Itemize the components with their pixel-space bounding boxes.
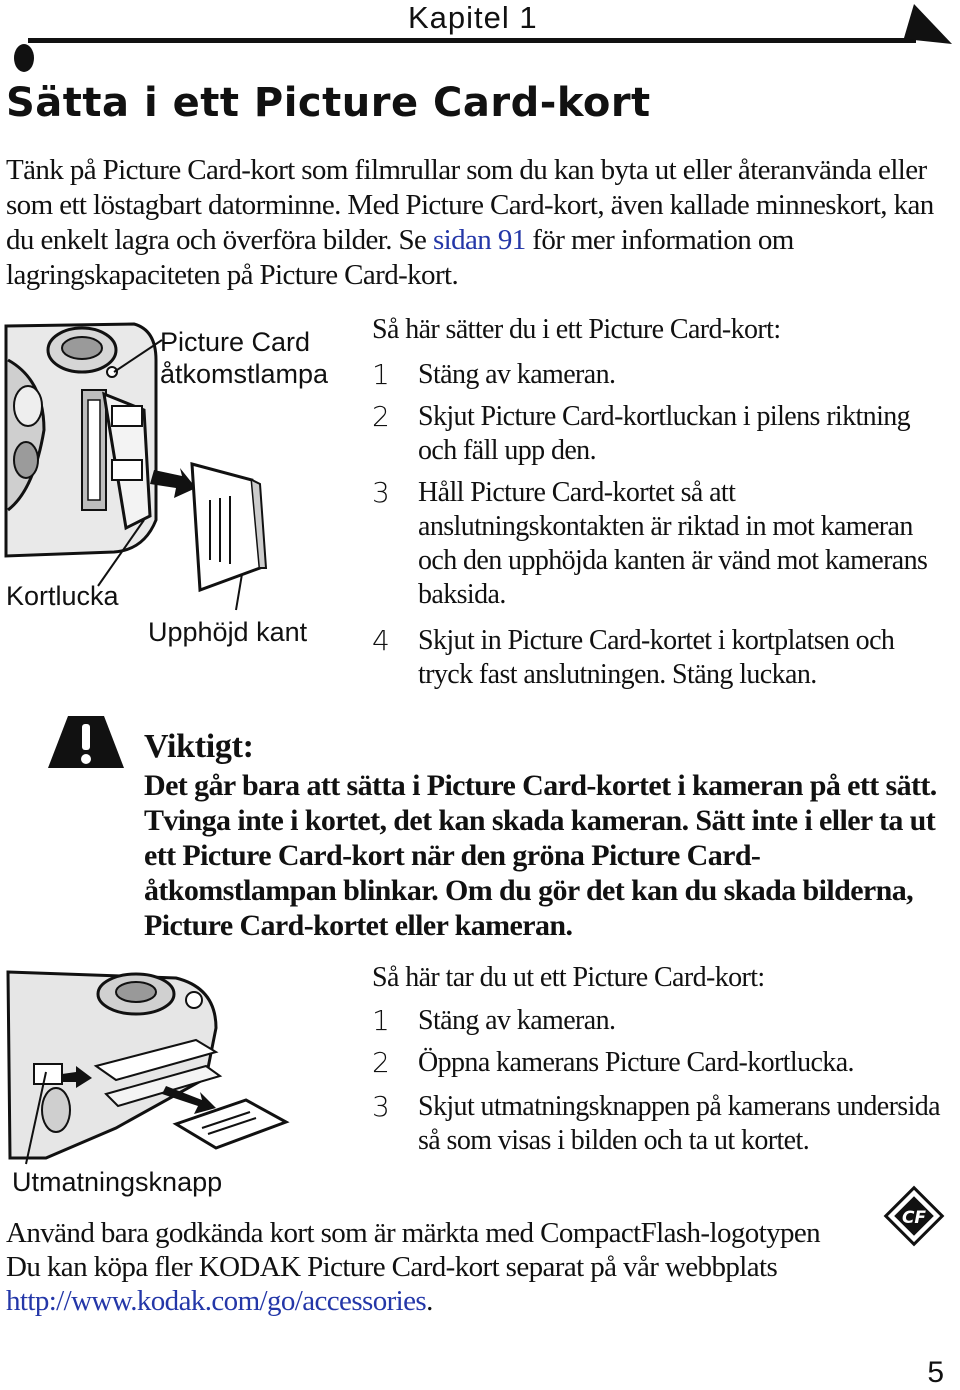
label-access-lamp-2: åtkomstlampa <box>160 359 329 389</box>
footer-link-suffix: . <box>426 1285 433 1317</box>
accessories-link[interactable]: http://www.kodak.com/go/accessories <box>6 1285 427 1317</box>
page-number: 5 <box>927 1356 944 1389</box>
insert-step-4 <box>372 624 942 692</box>
label-access-lamp-1: Picture Card <box>160 327 311 357</box>
footer-line-1: Använd bara godkända kort som är märkta med CompactFlash-logotypen <box>6 1217 821 1249</box>
remove-step-1 <box>372 1004 942 1038</box>
step-number: 1 <box>372 358 390 391</box>
step-text: Öppna kamerans Picture Card-kortlucka. <box>418 1047 854 1078</box>
intro-page-link[interactable]: sidan 91 <box>432 224 526 256</box>
insert-steps-heading: Så här sätter du i ett Picture Card-kort: <box>372 314 781 345</box>
intro-text-2: för mer information om lagringskapaciteten på Picture Card-kort. <box>6 224 794 291</box>
important-body: Det går bara att sätta i Picture Card-kortet i kameran på ett sätt. Tvinga inte i kortet, det kan skada kameran. Sätt inte i eller ta ut ett Picture Card-kort när den gröna Picture Card-åtkomstlampan blinkar. Om du gör det kan du skada bilderna, Picture Card-kortet eller kameran. <box>144 769 937 942</box>
footer-line-2: Du kan köpa fler KODAK Picture Card-kort separat på vår webbplats <box>6 1251 778 1283</box>
step-number: 3 <box>372 476 390 509</box>
warning-icon <box>46 712 126 772</box>
remove-step-2 <box>372 1046 942 1080</box>
remove-steps-heading: Så här tar du ut ett Picture Card-kort: <box>372 962 765 993</box>
insert-step-1 <box>372 358 942 392</box>
step-number: 2 <box>372 1046 390 1079</box>
compactflash-logo-icon <box>882 1184 946 1248</box>
camera-eject-illustration <box>6 968 366 1168</box>
step-number: 4 <box>372 624 390 657</box>
remove-step-3 <box>372 1090 942 1158</box>
insert-step-2 <box>372 400 942 468</box>
step-number: 1 <box>372 1004 390 1037</box>
step-text: Stäng av kameran. <box>418 359 616 390</box>
header-arrow-icon <box>904 4 954 48</box>
step-text: Skjut utmatningsknappen på kamerans undersida så som visas i bilden och ta ut kortet. <box>418 1091 940 1156</box>
step-number: 2 <box>372 400 390 433</box>
intro-paragraph <box>6 153 946 293</box>
footer-line-3 <box>6 1284 886 1318</box>
cf-logo-text: CF <box>901 1208 927 1228</box>
label-card-door: Kortlucka <box>6 581 119 611</box>
step-text: Skjut in Picture Card-kortet i kortplatsen och tryck fast anslutningen. Stäng luckan. <box>418 625 895 690</box>
label-raised-edge: Upphöjd kant <box>148 617 308 647</box>
header-bullet <box>14 44 34 72</box>
insert-step-3 <box>372 476 942 612</box>
label-eject-button: Utmatningsknapp <box>12 1167 223 1197</box>
footer-paragraph <box>6 1216 886 1318</box>
header-rule <box>28 38 916 43</box>
intro-text-1: Tänk på Picture Card-kort som filmrullar som du kan byta ut eller återanvända eller som ett löstagbart datorminne. Med Picture Card-kort, även kallade minneskort, kan du enkelt lagra och överföra bilder. Se <box>6 154 934 256</box>
step-text: Skjut Picture Card-kortluckan i pilens riktning och fäll upp den. <box>418 401 911 466</box>
important-title: Viktigt: <box>144 728 254 765</box>
page-title: Sätta i ett Picture Card-kort <box>6 80 651 126</box>
step-text: Stäng av kameran. <box>418 1005 616 1036</box>
step-text: Håll Picture Card-kortet så att anslutningskontakten är riktad in mot kameran och den upphöjda kanten är vänd mot kamerans baksida. <box>418 477 928 610</box>
step-number: 3 <box>372 1090 390 1123</box>
chapter-heading: Kapitel 1 <box>408 0 538 35</box>
